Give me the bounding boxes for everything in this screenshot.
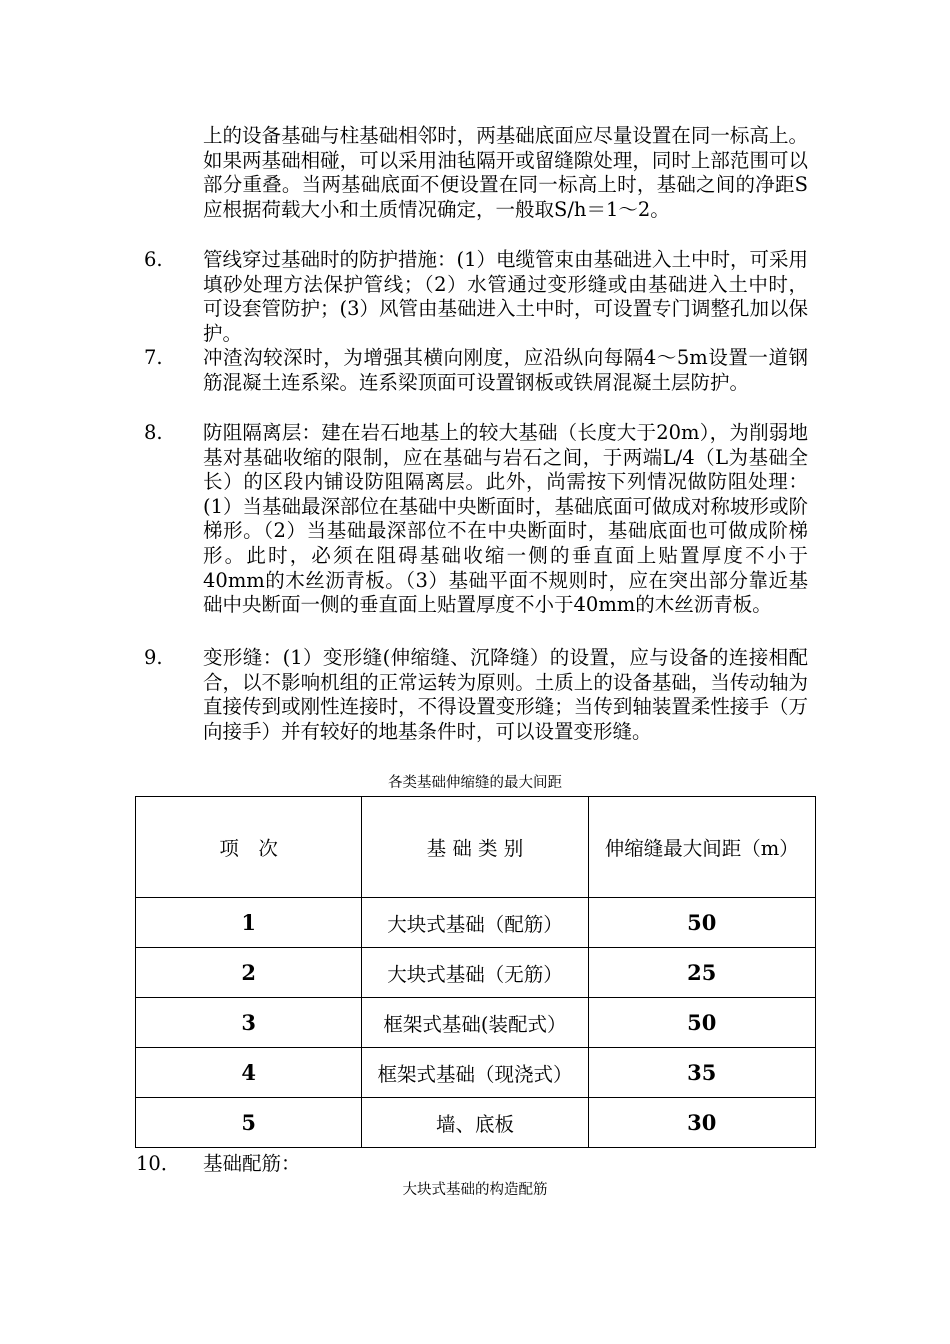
table-caption: 各类基础伸缩缝的最大间距 xyxy=(388,775,562,791)
cell-max-spacing: 35 xyxy=(588,1048,815,1098)
section-caption: 大块式基础的构造配筋 xyxy=(402,1182,548,1198)
cell-item-number: 5 xyxy=(136,1098,362,1148)
cell-item-number: 2 xyxy=(136,948,362,998)
cell-foundation-type: 墙、底板 xyxy=(362,1098,588,1148)
cell-foundation-type: 大块式基础（配筋） xyxy=(362,898,588,948)
cell-max-spacing: 50 xyxy=(588,898,815,948)
list-text: 管线穿过基础时的防护措施：(1）电缆管束由基础进入土中时，可采用填砂处理方法保护管线；（2）水管通过变形缝或由基础进入土中时，可设套管防护；(3）风管由基础进入土中时，可设置专门调整孔加以保护。 xyxy=(203,248,809,345)
cell-max-spacing: 25 xyxy=(588,948,815,998)
table-row xyxy=(136,998,816,1048)
list-number: 6. xyxy=(144,248,163,271)
cell-max-spacing: 50 xyxy=(588,998,815,1048)
header-item-number: 项 次 xyxy=(136,797,362,898)
cell-foundation-type: 框架式基础(装配式） xyxy=(362,998,588,1048)
header-max-spacing: 伸缩缝最大间距（m） xyxy=(588,797,815,898)
list-text: 冲渣沟较深时，为增强其横向刚度，应沿纵向每隔4～5m设置一道钢筋混凝土连系梁。连系梁顶面可设置钢板或铁屑混凝土层防护。 xyxy=(203,346,808,394)
list-number: 8. xyxy=(144,421,163,444)
cell-item-number: 1 xyxy=(136,898,362,948)
list-text: 防阻隔离层：建在岩石地基上的较大基础（长度大于20m），为削弱地基对基础收缩的限制，应在基础与岩石之间，于两端L/4（L为基础全长）的区段内铺设防阻隔离层。此外，尚需按下列情况做防阻处理：(1）当基础最深部位在基础中央断面时，基础底面可做成对称坡形或阶梯形。（2）当基础最深部位不在中央断面时，基础底面也可做成阶梯形。此时，必须在阻碍基础收缩一侧的垂直面上贴置厚度不小于40mm的木丝沥青板。（3）基础平面不规则时，应在突出部分靠近基础中央断面一侧的垂直面上贴置厚度不小于40mm的木丝沥青板。 xyxy=(203,421,809,617)
cell-foundation-type: 框架式基础（现浇式） xyxy=(362,1048,588,1098)
list-number: 7. xyxy=(144,346,163,369)
intro-paragraph: 上的设备基础与柱基础相邻时，两基础底面应尽量设置在同一标高上。如果两基础相碰，可以采用油毡隔开或留缝隙处理，同时上部范围可以部分重叠。当两基础底面不便设置在同一标高上时，基础之间的净距S应根据荷载大小和土质情况确定，一般取S/h＝1～2。 xyxy=(203,124,808,221)
table-row xyxy=(136,1048,816,1098)
table-row xyxy=(136,948,816,998)
expansion-joint-table xyxy=(135,796,816,1148)
list-number: 10． xyxy=(136,1152,181,1175)
table-row xyxy=(136,898,816,948)
list-text: 变形缝：(1）变形缝(伸缩缝、沉降缝）的设置，应与设备的连接相配合，以不影响机组的正常运转为原则。土质上的设备基础，当传动轴为直接传到或刚性连接时，不得设置变形缝；当传到轴装置柔性接手（万向接手）并有较好的地基条件时，可以设置变形缝。 xyxy=(203,646,808,743)
header-foundation-type: 基 础 类 别 xyxy=(362,797,588,898)
cell-max-spacing: 30 xyxy=(588,1098,815,1148)
list-number: 9. xyxy=(144,646,163,669)
table-header-row xyxy=(136,797,816,898)
list-text: 基础配筋： xyxy=(203,1152,301,1175)
cell-item-number: 3 xyxy=(136,998,362,1048)
table-row xyxy=(136,1098,816,1148)
cell-item-number: 4 xyxy=(136,1048,362,1098)
cell-foundation-type: 大块式基础（无筋） xyxy=(362,948,588,998)
